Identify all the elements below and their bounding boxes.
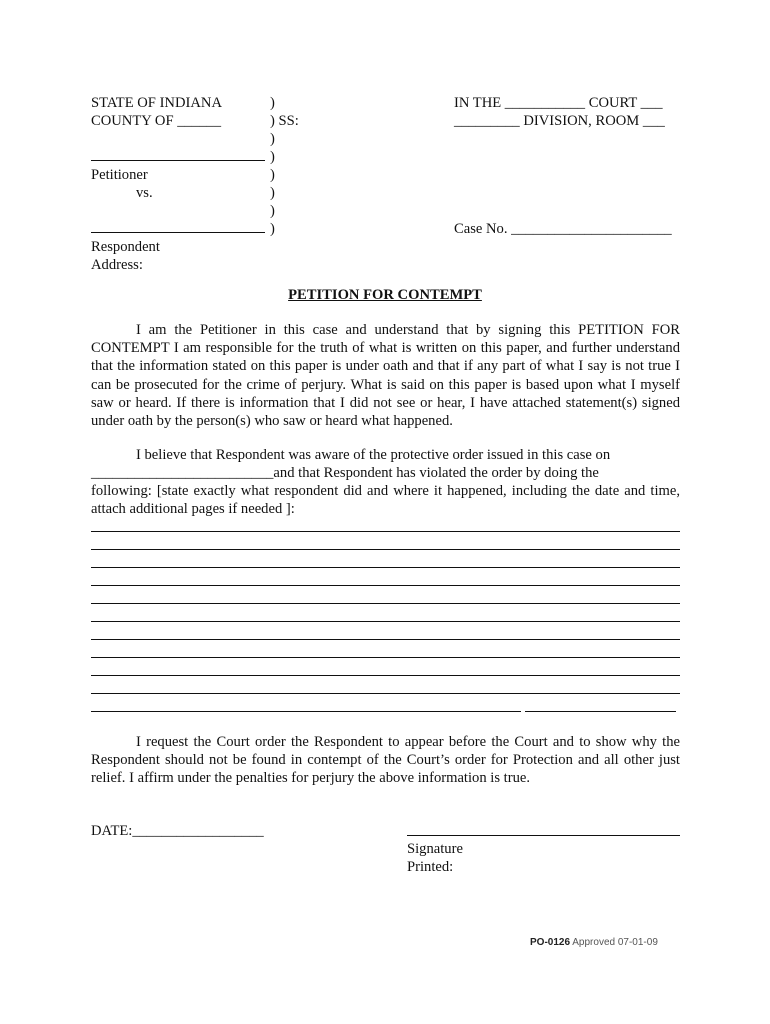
statement-text: I am the Petitioner in this case and understand that by signing this PETITION FOR CONTEMPT I am responsible for the truth of what is written on this paper, and further understand that the information stated on this paper is under oath and that if any part of what I say is not true I can be prosecuted for the crime of perjury. What is said on this paper is based upon what I myself saw or heard. If there is information that I did not see or hear, I have attached statement(s) signed under oath by the person(s) who saw or heard what happened. [91,322,680,430]
request-text: I request the Court order the Respondent to appear before the Court and to show why the Respondent should not be found in contempt of the Court’s order for Protection and all other just relief. I affirm under the penalties for perjury the above information is true. [91,734,680,787]
answer-line[interactable] [91,657,680,658]
approval-date: Approved 07-01-09 [572,937,658,948]
petitioner-label: Petitioner [91,167,148,183]
date-field: DATE:__________________ [91,823,264,839]
printed-name-label: Printed: [407,859,454,875]
signature-label: Signature [407,841,463,857]
state-label: STATE OF INDIANA [91,95,222,111]
awareness-line-2: _________________________and that Respondent has violated the order by doing the [91,465,599,481]
petitioner-name-line[interactable] [91,160,265,161]
answer-line[interactable] [91,603,680,604]
respondent-label: Respondent [91,239,160,255]
answer-line[interactable] [91,711,521,712]
signature-line[interactable] [407,835,680,836]
answer-line[interactable] [91,567,680,568]
caption-paren: ) [270,131,275,147]
county-label: COUNTY OF ______ [91,113,221,129]
address-label: Address: [91,257,143,273]
answer-line[interactable] [91,639,680,640]
answer-line[interactable] [91,549,680,550]
request-paragraph [91,733,680,788]
court-line: IN THE ___________ COURT ___ [454,95,663,111]
case-number-field: Case No. ______________________ [454,221,672,237]
division-line: _________ DIVISION, ROOM ___ [454,113,665,129]
answer-line[interactable] [525,711,676,712]
answer-line[interactable] [91,693,680,694]
vs-label: vs. [136,185,153,201]
caption-paren: ) [270,185,275,201]
awareness-line-1: I believe that Respondent was aware of the protective order issued in this case on [136,447,611,463]
violation-instructions: following: [state exactly what respondent did and where it happened, including the date and time, attach additional pages if needed ]: [91,483,680,518]
caption-paren: ) [270,167,275,183]
caption-paren: ) [270,95,275,111]
caption-paren: ) [270,221,275,237]
form-number: PO-0126 [530,937,571,948]
caption-paren: ) [270,149,275,165]
statement-paragraph [91,321,680,430]
answer-line[interactable] [91,585,680,586]
answer-line[interactable] [91,675,680,676]
answer-line[interactable] [91,531,680,532]
document-title: PETITION FOR CONTEMPT [288,287,482,303]
answer-line[interactable] [91,621,680,622]
ss-label: ) SS: [270,113,299,129]
respondent-name-line[interactable] [91,232,265,233]
form-footer [530,937,658,948]
caption-paren: ) [270,203,275,219]
